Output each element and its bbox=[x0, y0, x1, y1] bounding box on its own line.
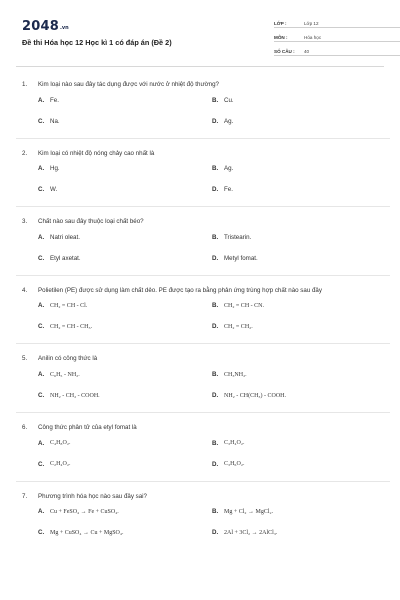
option-text: Etyl axetat. bbox=[50, 254, 81, 262]
answer-options bbox=[22, 433, 384, 475]
question-stem bbox=[22, 149, 384, 159]
option-letter: B. bbox=[212, 508, 219, 516]
answer-option[interactable] bbox=[38, 454, 212, 475]
answer-option[interactable] bbox=[38, 179, 212, 200]
question-divider bbox=[16, 275, 390, 276]
option-text: CH₂ = CH - CH₃. bbox=[50, 323, 93, 330]
question-divider bbox=[16, 138, 390, 139]
site-logo[interactable] bbox=[22, 17, 69, 33]
answer-option[interactable] bbox=[212, 179, 386, 200]
answer-option[interactable] bbox=[212, 433, 386, 454]
question-list bbox=[22, 80, 384, 543]
option-text: Ag. bbox=[224, 165, 234, 173]
question-stem bbox=[22, 354, 384, 364]
page-title: Đề thi Hóa học 12 Học kì 1 có đáp án (Đề 2) bbox=[22, 38, 172, 47]
question-number: 4. bbox=[22, 286, 28, 294]
question-number: 1. bbox=[22, 81, 28, 88]
answer-option[interactable] bbox=[212, 111, 386, 132]
answer-option[interactable] bbox=[38, 90, 212, 111]
answer-options bbox=[22, 227, 384, 269]
question-text: Chất nào sau đây thuộc loại chất béo? bbox=[38, 218, 144, 226]
option-text: 2Al + 3Cl₂ → 2AlCl₃. bbox=[224, 529, 278, 536]
question-4 bbox=[22, 286, 384, 345]
meta-row-count bbox=[274, 44, 400, 56]
option-letter: D. bbox=[212, 529, 219, 537]
answer-option[interactable] bbox=[212, 454, 386, 475]
question-number: 3. bbox=[22, 218, 28, 226]
answer-option[interactable] bbox=[212, 227, 386, 248]
answer-options bbox=[22, 158, 384, 200]
option-text: NH₂ - CH₂ - COOH. bbox=[50, 392, 100, 399]
option-letter: B. bbox=[212, 371, 219, 379]
option-letter: D. bbox=[212, 254, 219, 262]
answer-options bbox=[22, 364, 384, 406]
question-number: 7. bbox=[22, 492, 28, 500]
option-text: W. bbox=[50, 186, 58, 194]
option-letter: A. bbox=[38, 508, 45, 516]
option-text: C₆H₅ - NH₂. bbox=[50, 371, 80, 378]
option-text: NH₂ - CH(CH₃) - COOH. bbox=[224, 392, 287, 399]
option-text: Mg + Cl₂ → MgCl₂. bbox=[224, 508, 274, 515]
answer-option[interactable] bbox=[38, 522, 212, 543]
question-text: Phương trình hóa học nào sau đây sai? bbox=[38, 492, 147, 500]
answer-option[interactable] bbox=[38, 433, 212, 454]
answer-option[interactable] bbox=[38, 364, 212, 385]
option-letter: A. bbox=[38, 165, 45, 173]
answer-option[interactable] bbox=[212, 364, 386, 385]
option-letter: A. bbox=[38, 96, 45, 104]
option-text: CH₃NH₂. bbox=[224, 371, 247, 378]
option-text: CH₂ = CH - CN. bbox=[224, 302, 264, 309]
meta-row-class bbox=[274, 16, 400, 28]
question-number: 5. bbox=[22, 355, 28, 363]
option-text: Metyl fomat. bbox=[224, 254, 258, 262]
question-text: Polietilen (PE) được sử dụng làm chất dẻo. PE được tạo ra bằng phản ứng trùng hợp chất nào sau đây bbox=[38, 286, 322, 294]
answer-option[interactable] bbox=[38, 248, 212, 269]
option-letter: D. bbox=[212, 460, 219, 468]
question-stem bbox=[22, 492, 384, 502]
option-letter: B. bbox=[212, 302, 219, 310]
option-letter: B. bbox=[212, 233, 219, 241]
answer-options bbox=[22, 501, 384, 543]
question-divider bbox=[16, 343, 390, 344]
answer-option[interactable] bbox=[212, 316, 386, 337]
answer-options bbox=[22, 295, 384, 337]
answer-options bbox=[22, 90, 384, 132]
exam-meta bbox=[274, 16, 400, 58]
header-divider bbox=[16, 66, 384, 67]
question-number: 6. bbox=[22, 424, 28, 432]
option-text: CH₂ = CH - Cl. bbox=[50, 302, 88, 309]
option-text: Ag. bbox=[224, 117, 234, 125]
option-letter: B. bbox=[212, 165, 219, 173]
question-divider bbox=[16, 481, 390, 482]
option-letter: C. bbox=[38, 529, 45, 537]
question-divider bbox=[16, 412, 390, 413]
option-text: Hg. bbox=[50, 165, 60, 173]
option-text: Tristearin. bbox=[224, 233, 252, 241]
logo-text: 2048 bbox=[22, 19, 59, 34]
option-text: Mg + CuSO₄ → Cu + MgSO₄. bbox=[50, 529, 124, 536]
option-letter: A. bbox=[38, 371, 45, 379]
answer-option[interactable] bbox=[38, 227, 212, 248]
option-text: C₂H₄O₂. bbox=[50, 461, 71, 468]
option-letter: A. bbox=[38, 302, 45, 310]
option-text: Cu. bbox=[224, 96, 234, 104]
question-stem bbox=[22, 217, 384, 227]
question-3 bbox=[22, 217, 384, 276]
option-text: C₃H₆O₂. bbox=[224, 461, 245, 468]
answer-option[interactable] bbox=[38, 111, 212, 132]
option-letter: D. bbox=[212, 323, 219, 331]
option-letter: C. bbox=[38, 117, 45, 125]
question-number: 2. bbox=[22, 149, 28, 157]
option-text: Cu + FeSO₄ → Fe + CuSO₄. bbox=[50, 508, 119, 515]
option-letter: C. bbox=[38, 254, 45, 262]
question-2 bbox=[22, 149, 384, 208]
question-text: Anilin có công thức là bbox=[38, 355, 98, 363]
meta-value: Hóa học bbox=[304, 35, 322, 40]
question-text: Kim loại có nhiệt độ nóng chảy cao nhất là bbox=[38, 149, 155, 157]
meta-value: Lớp 12 bbox=[304, 21, 319, 26]
question-6 bbox=[22, 423, 384, 482]
answer-option[interactable] bbox=[38, 385, 212, 406]
meta-label: MÔN : bbox=[274, 35, 288, 40]
option-text: Fe. bbox=[224, 186, 233, 194]
option-text: C₄H₈O₂. bbox=[50, 440, 71, 447]
option-text: Natri oleat. bbox=[50, 233, 80, 241]
answer-option[interactable] bbox=[212, 522, 386, 543]
question-5 bbox=[22, 354, 384, 413]
meta-label: LỚP : bbox=[274, 21, 287, 26]
answer-option[interactable] bbox=[38, 158, 212, 179]
option-letter: C. bbox=[38, 323, 45, 331]
question-text: Công thức phân tử của etyl fomat là bbox=[38, 424, 137, 432]
option-letter: D. bbox=[212, 186, 219, 194]
option-text: Na. bbox=[50, 117, 60, 125]
answer-option[interactable] bbox=[212, 501, 386, 522]
meta-value: 40 bbox=[304, 49, 310, 54]
logo-suffix: .vn bbox=[59, 25, 69, 31]
question-stem bbox=[22, 423, 384, 433]
option-letter: A. bbox=[38, 439, 45, 447]
answer-option[interactable] bbox=[212, 158, 386, 179]
answer-option[interactable] bbox=[38, 295, 212, 316]
option-letter: B. bbox=[212, 96, 219, 104]
question-stem bbox=[22, 286, 384, 296]
option-letter: D. bbox=[212, 117, 219, 125]
option-text: Fe. bbox=[50, 96, 59, 104]
option-letter: C. bbox=[38, 186, 45, 194]
option-letter: D. bbox=[212, 392, 219, 400]
option-letter: B. bbox=[212, 439, 219, 447]
answer-option[interactable] bbox=[212, 385, 386, 406]
answer-option[interactable] bbox=[38, 501, 212, 522]
question-stem bbox=[22, 80, 384, 90]
option-text: C₃H₄O₂. bbox=[224, 440, 245, 447]
answer-option[interactable] bbox=[212, 248, 386, 269]
page-header bbox=[22, 14, 384, 64]
answer-option[interactable] bbox=[212, 90, 386, 111]
option-letter: C. bbox=[38, 392, 45, 400]
question-text: Kim loại nào sau đây tác dụng được với nước ở nhiệt độ thường? bbox=[38, 81, 219, 88]
option-letter: A. bbox=[38, 233, 45, 241]
option-text: CH₂ = CH₂. bbox=[224, 323, 253, 330]
option-letter: C. bbox=[38, 460, 45, 468]
answer-option[interactable] bbox=[212, 295, 386, 316]
meta-row-subject bbox=[274, 30, 400, 42]
question-1 bbox=[22, 80, 384, 139]
answer-option[interactable] bbox=[38, 316, 212, 337]
question-divider bbox=[16, 206, 390, 207]
question-7 bbox=[22, 492, 384, 544]
meta-label: SỐ CÂU : bbox=[274, 49, 295, 54]
